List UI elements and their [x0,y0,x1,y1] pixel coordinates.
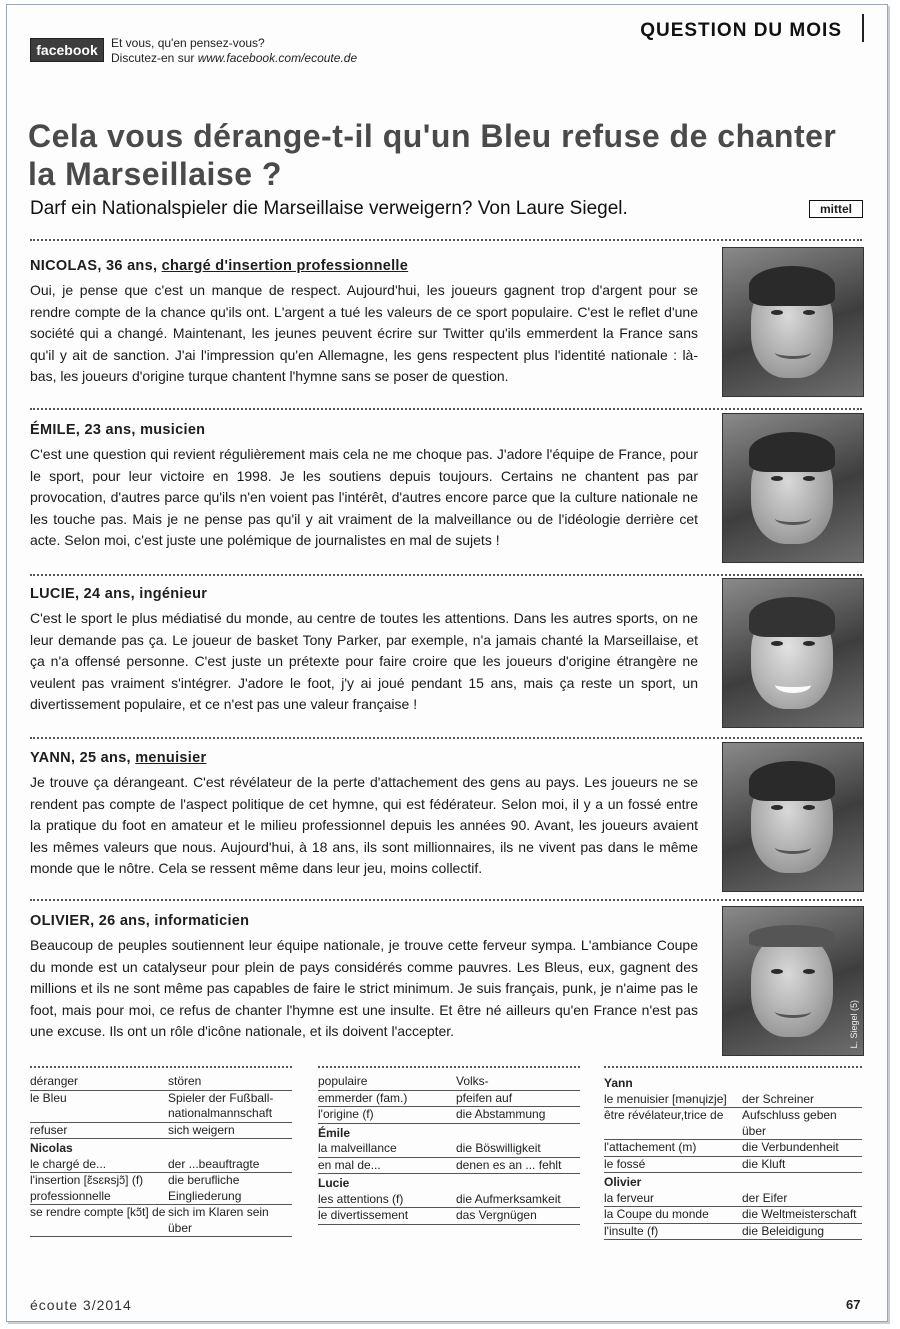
vocab-german: pfeifen auf [456,1090,513,1105]
entry-heading [30,258,698,274]
portrait-photo [722,578,864,728]
vocab-french: la malveillance [318,1141,397,1155]
entry-text: Oui, je pense que c'est un manque de respect. Aujourd'hui, les joueurs gagnent trop d'argent pour se rendre compte de la chance qu'ils ont. L'argent a tué les valeurs de ce sport populaire. C'est le reflet d'une société qui a changé. Maintenant, les jeunes peuvent écrire sur Twitter qu'ils emmerdent la France sans qu'il y ait de sanction. J'ai l'impression qu'en Allemagne, les gens respectent plus l'identité nationale : là-bas, les joueurs d'origine turque chantent l'hymne sans se poser de question. [30,282,698,384]
entry-job: ingénieur [139,586,208,602]
entry-text: C'est le sport le plus médiatisé du monde, au centre de toutes les attentions. Dans les autres sports, on ne leur demande pas ça. Le joueur de basket Tony Parker, par exemple, n'a jamais chanté la Marseillaise, et ça n'a offensé personne. C'est juste un prétexte pour faire croire que les joueurs d'origine étrangère ne veulent pas vraiment s'intégrer. J'adore le foot, j'y ai joué pendant 15 ans, mais ça reste un sport, un divertissement populaire, et ce n'est pas une valeur française ! [30,610,698,712]
facebook-badge[interactable]: facebook [30,38,104,62]
vocab-german: die Böswilligkeit [456,1141,541,1155]
vocab-german: sich im Klaren sein über [168,1205,269,1235]
vocab-german: der ...beauftragte [168,1156,260,1171]
vocab-french: se rendre compte [kɔ̃t] de [30,1205,166,1219]
vocab-section-heading: Olivier [604,1175,642,1189]
facebook-invite [111,36,357,66]
entry-job: menuisier [135,750,207,766]
vocab-row [30,1123,292,1140]
portrait-photo [722,906,864,1056]
entry-name: LUCIE, 24 ans, [30,586,140,602]
vocab-german: der Schreiner [742,1091,815,1106]
entry-job: chargé d'insertion professionnelle [161,258,409,274]
eye-right [803,641,815,646]
hair-shape [749,761,835,801]
vocab-column-2 [318,1074,580,1225]
entry-job: informaticien [154,913,250,929]
vocab-french: déranger [30,1074,79,1088]
vocab-french: les attentions (f) [318,1191,404,1206]
entry-heading [30,750,698,766]
hair-shape [749,266,835,306]
vocab-french: la ferveur [604,1190,655,1205]
vocab-row [604,1207,862,1224]
entry-name: YANN, 25 ans, [30,750,136,766]
vocab-row [30,1173,292,1205]
vocab-column-3 [604,1074,862,1240]
vocab-divider [30,1066,292,1068]
entry-lucie [30,586,698,716]
vocab-row [318,1158,580,1175]
face-shape [751,933,833,1037]
entry-nicolas [30,258,698,388]
vocab-row [30,1157,292,1174]
vocab-french: la Coupe du monde [604,1207,709,1221]
entry-yann [30,750,698,880]
facebook-url-link[interactable]: www.facebook.com/ecoute.de [197,51,358,65]
vocab-row [604,1092,862,1109]
facebook-invite-prefix: Discutez-en sur [111,51,198,65]
mouth-shape [775,841,811,854]
vocab-row [604,1157,862,1174]
vocab-french: refuser [30,1122,68,1137]
eye-right [803,969,815,974]
vocab-german: sich weigern [168,1122,235,1137]
portrait-photo [722,247,864,397]
article-subtitle: Darf ein Nationalspieler die Marseillaise verweigern? Von Laure Siegel. [30,198,628,219]
portrait-photo [722,742,864,892]
divider [30,408,862,410]
vocab-section-heading: Lucie [318,1176,350,1190]
entry-olivier [30,913,698,1043]
hair-shape [749,432,835,472]
facebook-invite-line2 [111,51,357,66]
eye-left [771,310,783,315]
vocab-french: être révélateur,trice de [604,1108,724,1122]
entry-emile [30,422,698,552]
eye-left [771,641,783,646]
vocab-german: die Beleidigung [742,1223,825,1238]
vocab-section-heading: Yann [604,1076,633,1090]
section-divider [862,14,864,42]
page-number: 67 [846,1297,861,1312]
vocab-row [318,1141,580,1158]
section-title: QUESTION DU MOIS [640,20,842,41]
vocab-german: die Weltmeisterschaft [742,1207,857,1221]
divider [30,239,862,241]
eye-left [771,969,783,974]
eye-right [803,476,815,481]
divider [30,737,862,739]
photo-credit: L. Siegel (5) [849,1000,859,1049]
vocab-german: die Abstammung [456,1107,546,1121]
vocab-row [318,1107,580,1124]
vocab-french: le fossé [604,1156,646,1171]
mouth-shape [775,1005,811,1018]
eye-right [803,805,815,810]
vocab-row [604,1191,862,1208]
vocab-french: le divertissement [318,1208,409,1222]
facebook-invite-line1: Et vous, qu'en pensez-vous? [111,36,265,50]
entry-heading [30,422,698,438]
vocab-column-1 [30,1074,292,1237]
eye-left [771,476,783,481]
vocab-row [604,1224,862,1241]
hair-shape [749,925,835,947]
vocab-german: der Eifer [742,1190,788,1205]
vocab-german: die berufliche Eingliederung [168,1173,242,1203]
mouth-shape [775,512,811,525]
vocab-row [30,1091,292,1123]
eye-left [771,805,783,810]
entry-job: musicien [140,422,206,438]
mouth-shape [775,346,811,359]
level-badge: mittel [809,200,863,218]
vocab-german: stören [168,1074,202,1088]
vocab-french: en mal de... [318,1157,381,1172]
entry-text: C'est une question qui revient régulièrement mais cela ne me choque pas. J'adore l'équipe de France, pour le sport, pour leur victoire en 1998. Je les soutiens depuis toujours. Certains ne chantent pas par provocation, d'autres parce qu'ils n'en voient pas l'intérêt, d'autres encore parce que la culture nationale ne les touche pas. Mais je ne pense pas qu'il y ait vraiment de la malveillance ou de l'idéologie derrière cet acte. Selon moi, c'est juste une polémique de journalistes en mal de sujets ! [30,446,698,548]
vocab-row [318,1074,580,1091]
vocab-divider [604,1066,862,1068]
magazine-issue: écoute 3/2014 [30,1297,132,1313]
vocab-french: l'insulte (f) [604,1223,659,1238]
entry-name: OLIVIER, 26 ans, [30,913,155,929]
vocab-german: das Vergnügen [456,1208,537,1222]
vocab-divider [318,1066,580,1068]
vocab-french: l'attachement (m) [604,1140,697,1154]
entry-text: Je trouve ça dérangeant. C'est révélateur de la perte d'attachement des gens au pays. Les joueurs ne se rendent pas compte de l'aspect politique de cet hymne, qui est fédérateur. Selon moi, il y a un fossé entre la pratique du foot en amateur et le milieu professionnel depuis les années 90. Avant, les joueurs avaient les mêmes valeurs que nous. Aujourd'hui, à 18 ans, ils sont millionnaires, ils ne vivent pas dans le même monde que le nôtre. Cela se ressent même dans leur jeu, moins collectif. [30,774,698,876]
vocab-row [604,1140,862,1157]
entry-name: NICOLAS, 36 ans, [30,258,162,274]
vocab-french: le Bleu [30,1090,67,1105]
vocab-row [318,1091,580,1108]
vocab-row [318,1192,580,1209]
entry-heading [30,913,698,929]
vocab-french: le chargé de... [30,1156,107,1171]
entry-name: ÉMILE, 23 ans, [30,422,141,438]
mouth-shape [775,677,811,693]
vocab-french: le menuisier [mənɥizje] [604,1091,727,1106]
vocab-german: die Verbundenheit [742,1140,839,1154]
eye-right [803,310,815,315]
vocab-row [30,1205,292,1237]
vocab-french: populaire [318,1074,368,1088]
vocab-french: l'insertion [ɛ̃sɛʀsjɔ̃] (f) professionnelle [30,1173,144,1203]
vocab-german: Aufschluss geben über [742,1108,837,1138]
vocab-french: l'origine (f) [318,1107,374,1121]
vocab-french: emmerder (fam.) [318,1090,408,1105]
vocab-german: Volks- [456,1074,489,1088]
article-title: Cela vous dérange-t-il qu'un Bleu refuse de chanter la Marseillaise ? [28,118,837,192]
hair-shape [749,597,835,637]
vocab-row [30,1074,292,1091]
vocab-german: Spieler der Fußball-nationalmannschaft [168,1090,274,1120]
entry-heading [30,586,698,602]
vocab-german: die Aufmerksamkeit [456,1191,561,1206]
divider [30,899,862,901]
vocab-section-heading: Nicolas [30,1141,73,1155]
vocab-german: die Kluft [742,1156,786,1171]
vocab-row [318,1208,580,1225]
vocab-section-heading: Émile [318,1125,351,1140]
portrait-photo [722,413,864,563]
divider [30,574,862,576]
entry-text: Beaucoup de peuples soutiennent leur équipe nationale, je trouve cette ferveur sympa. L'ambiance Coupe du monde est un catalyseur pour plein de pays considérés comme pauvres. Les Bleus, eux, gagnent des millions et ils ne sont même pas capables de faire le strict minimum. Je suis français, punk, je n'aime pas le foot, mais pour moi, ce refus de chanter l'hymne est une insulte. Et être né ailleurs qu'en France n'est pas une excuse. Ils ont un rôle d'icône nationale, et ils doivent l'accepter. [30,937,698,1039]
vocab-row [604,1108,862,1140]
vocab-german: denen es an ... fehlt [456,1157,562,1172]
